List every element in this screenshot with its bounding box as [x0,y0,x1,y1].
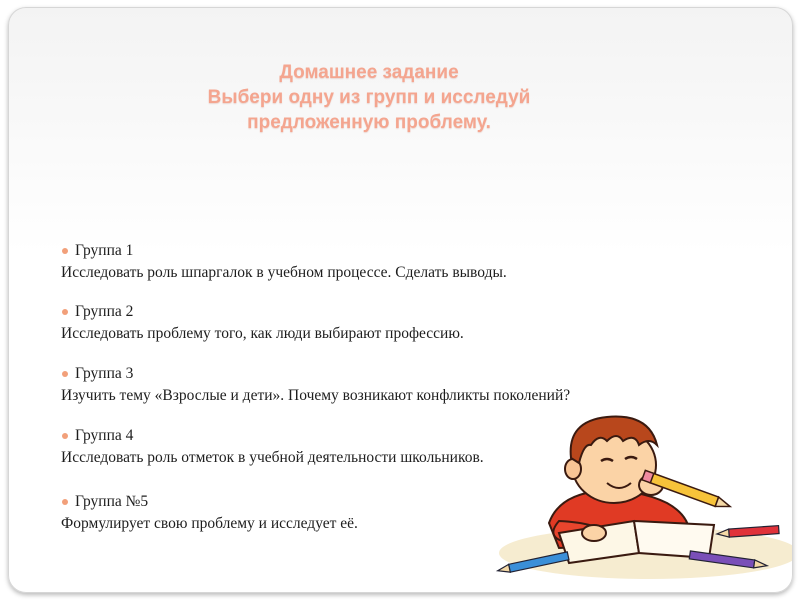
group-task: Исследовать роль отметок в учебной деятельности школьников. [61,449,484,466]
group-item-2 [61,302,661,344]
slide-title [139,60,599,135]
group-name: Группа 3 [75,365,134,382]
group-name: Группа №5 [75,493,149,510]
slide [8,7,793,593]
group-task: Изучить тему «Взрослые и дети». Почему возникают конфликты поколений? [61,387,571,404]
title-line-3: предложенную проблему. [247,112,491,133]
group-task: Исследовать роль шпаргалок в учебном процессе. Сделать выводы. [61,264,507,281]
group-name: Группа 4 [75,427,134,444]
bullet-icon [62,371,68,377]
group-item-3 [61,364,661,406]
bullet-icon [62,433,68,439]
group-name: Группа 2 [75,303,134,320]
pencil-red [717,526,779,538]
writing-hand [582,525,606,541]
group-name: Группа 1 [75,242,134,259]
title-line-1: Домашнее задание [279,62,459,83]
title-line-2: Выбери одну из групп и исследуй [207,87,531,108]
bullet-icon [62,248,68,254]
bullet-icon [62,309,68,315]
group-task: Формулирует свою проблему и исследует её. [61,515,358,532]
group-task: Исследовать проблему того, как люди выбирают профессию. [61,325,464,342]
boy-studying-illustration [489,403,793,588]
group-item-1 [61,241,661,283]
bullet-icon [62,499,68,505]
